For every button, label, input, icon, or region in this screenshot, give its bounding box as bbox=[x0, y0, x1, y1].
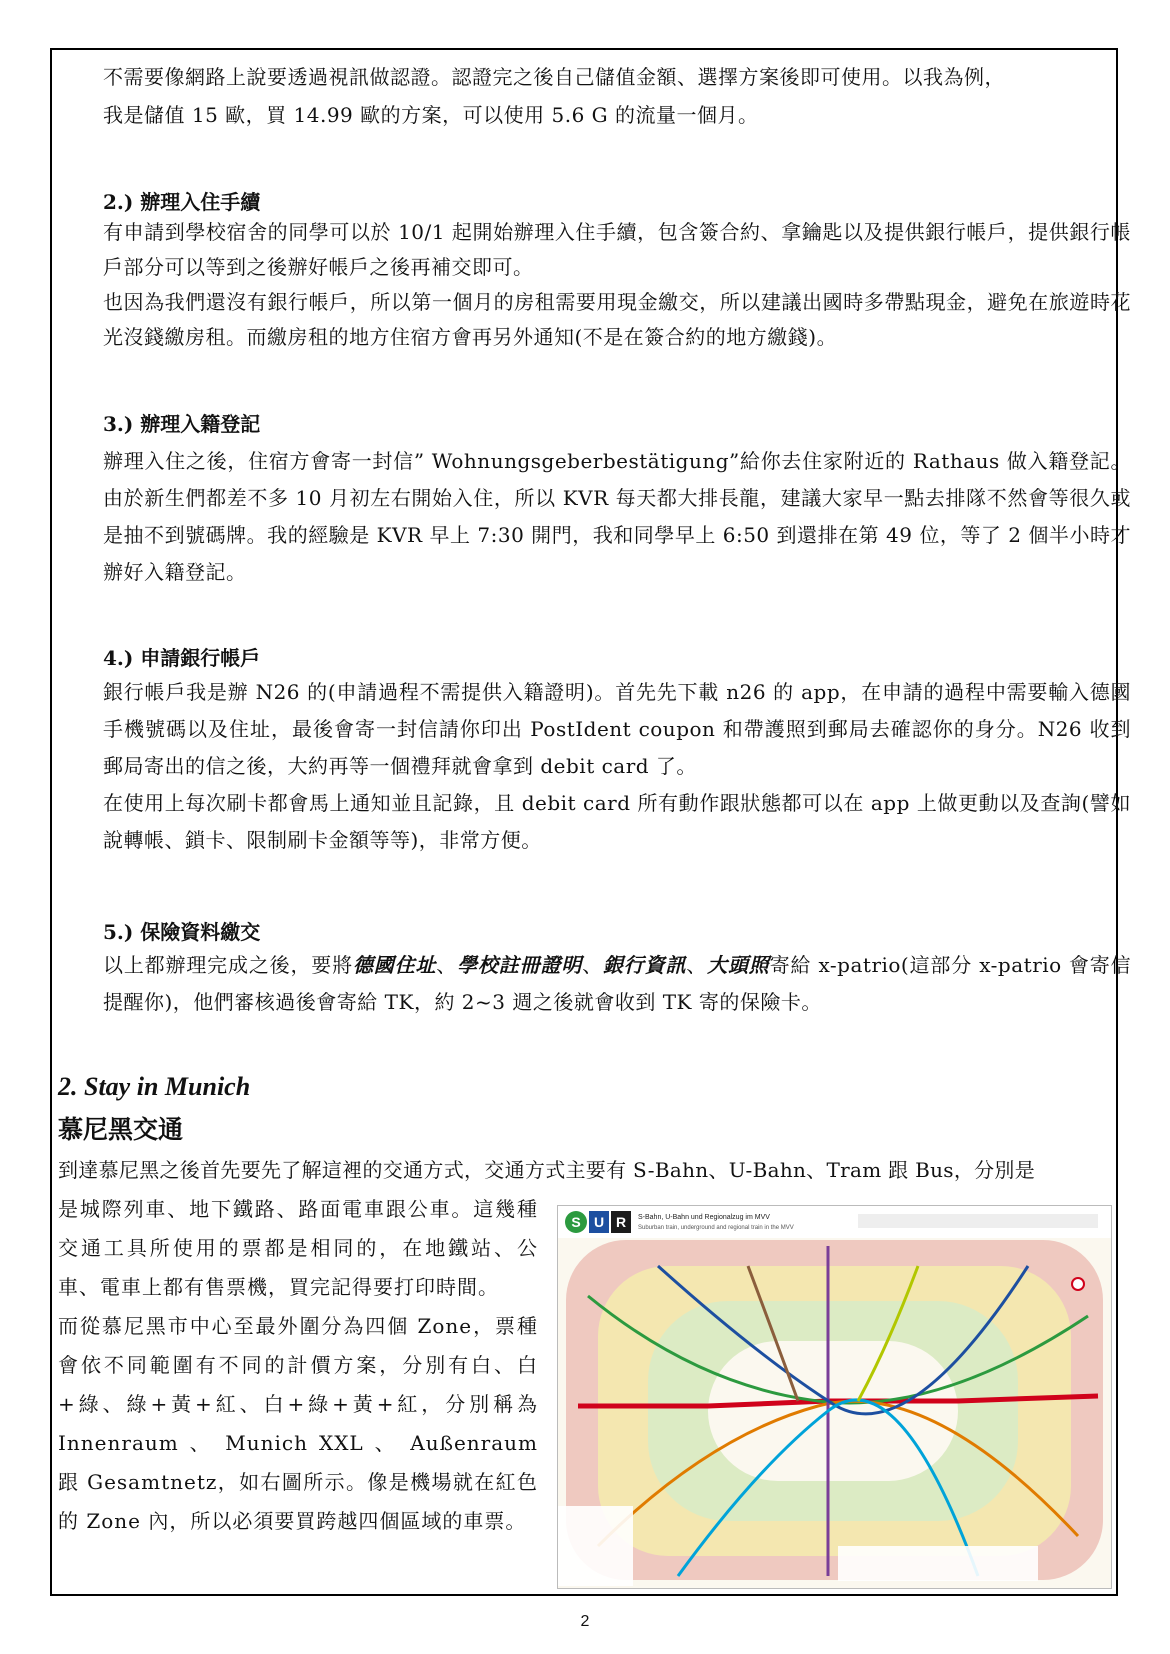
emphasis-enrollment: 學校註冊證明 bbox=[457, 953, 583, 977]
white-zone bbox=[708, 1341, 958, 1481]
transport-paragraph-2: 而從慕尼黑市中心至最外圍分為四個 Zone，票種會依不同範圍有不同的計價方案，分別有白、白+綠、綠+黃+紅、白+綠+黃+紅，分別稱為 Innenraum 、 Munich XXL 、 Außenraum 跟 Gesamtnetz，如右圖所示。像是機場就在紅色的 Zone 內，所以必須要買跨越四個區域的車票。 bbox=[58, 1314, 538, 1533]
transport-paragraph-1: 是城際列車、地下鐵路、路面電車跟公車。這幾種交通工具所使用的票都是相同的，在地鐵站、公車、電車上都有售票機，買完記得要打印時間。 bbox=[58, 1197, 538, 1299]
section-heading-checkin: 2.) 辦理入住手續 bbox=[103, 190, 261, 214]
intro-line-1: 不需要像網路上說要透過視訊做認證。認證完之後自己儲值金額、選擇方案後即可使用。以我為例， bbox=[103, 65, 1005, 89]
map-zone-legend bbox=[838, 1546, 1038, 1581]
map-legend bbox=[558, 1506, 633, 1586]
mvv-map-graphic bbox=[558, 1206, 1111, 1588]
section-heading-bank: 4.) 申請銀行帳戶 bbox=[103, 646, 261, 670]
checkin-paragraph-2: 也因為我們還沒有銀行帳戶，所以第一個月的房租需要用現金繳交，所以建議出國時多帶點現金，避免在旅遊時花光沒錢繳房租。而繳房租的地方住宿方會再另外通知(不是在簽合約的地方繳錢)。 bbox=[103, 290, 1131, 349]
airport-icon bbox=[1072, 1278, 1084, 1290]
svg-text:U: U bbox=[593, 1214, 605, 1230]
registration-paragraph: 辦理入住之後，住宿方會寄一封信” Wohnungsgeberbestätigung”給你去住家附近的 Rathaus 做入籍登記。由於新生們都差不多 10 月初左右開始入住，所以 KVR 每天都大排長龍，建議大家早一點去排隊不然會等很久或是抽不到號碼牌。我的經驗是 KVR 早上 7:30 開門，我和同學早上 6:50 到還排在第 49 位，等了 2 個半小時才辦好入籍登記。 bbox=[103, 449, 1131, 584]
insurance-paragraph: 以上都辦理完成之後，要將德國住址、學校註冊證明、銀行資訊、大頭照寄給 x-patrio(這部分 x-patrio 會寄信提醒你)，他們審核過後會寄給 TK，約 2~3 週之後就會收到 TK 寄的保險卡。 bbox=[103, 953, 1132, 1014]
svg-text:S: S bbox=[571, 1214, 581, 1230]
bank-paragraph-1: 銀行帳戶我是辦 N26 的(申請過程不需提供入籍證明)。首先先下載 n26 的 app，在申請的過程中需要輸入德國手機號碼以及住址，最後會寄一封信請你印出 PostIdent coupon 和帶護照到郵局去確認你的身分。N26 收到郵局寄出的信之後，大約再等一個禮拜就會拿到 debit card 了。 bbox=[103, 680, 1131, 778]
emphasis-photo: 大頭照 bbox=[707, 953, 770, 977]
page-number: 2 bbox=[580, 1613, 590, 1630]
mvv-network-map bbox=[557, 1205, 1112, 1589]
section-heading-registration: 3.) 辦理入籍登記 bbox=[103, 412, 261, 436]
map-subtitle: Suburban train, underground and regional train in the MVV bbox=[638, 1225, 794, 1231]
emphasis-bank-info: 銀行資訊 bbox=[602, 953, 687, 977]
bank-paragraph-2: 在使用上每次刷卡都會馬上通知並且記錄，且 debit card 所有動作跟狀態都可以在 app 上做更動以及查詢(譬如說轉帳、鎖卡、限制刷卡金額等等)，非常方便。 bbox=[103, 791, 1131, 852]
transport-text-column bbox=[58, 1190, 538, 1541]
section-title-stay: 2. Stay in Munich bbox=[58, 1072, 251, 1101]
svg-text:R: R bbox=[615, 1214, 627, 1230]
checkin-paragraph-1: 有申請到學校宿舍的同學可以於 10/1 起開始辦理入住手續，包含簽合約、拿鑰匙以及提供銀行帳戶，提供銀行帳戶部分可以等到之後辦好帳戶之後再補交即可。 bbox=[103, 220, 1131, 279]
subsection-title-transport: 慕尼黑交通 bbox=[58, 1115, 184, 1144]
map-title: S-Bahn, U-Bahn und Regionalzug im MVV bbox=[638, 1214, 770, 1221]
intro-line-2: 我是儲值 15 歐，買 14.99 歐的方案，可以使用 5.6 G 的流量一個月。 bbox=[103, 103, 759, 127]
emphasis-address: 德國住址 bbox=[352, 953, 437, 977]
transport-lead-line: 到達慕尼黑之後首先要先了解這裡的交通方式，交通方式主要有 S-Bahn、U-Bahn、Tram 跟 Bus，分別是 bbox=[58, 1158, 1036, 1182]
partner-logos bbox=[858, 1214, 1098, 1228]
section-heading-insurance: 5.) 保險資料繳交 bbox=[103, 920, 261, 944]
